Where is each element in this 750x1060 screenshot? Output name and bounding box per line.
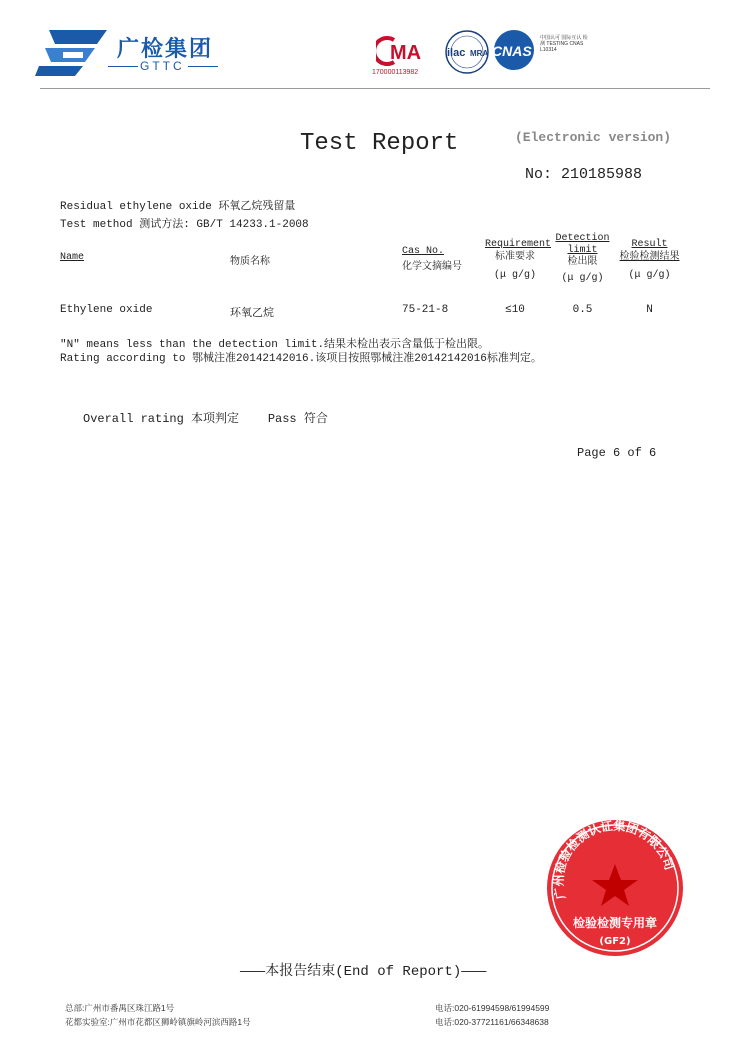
header-req-en: Requirement <box>485 239 552 250</box>
footer-hq: 总部:广州市番禺区珠江路1号 <box>65 1003 175 1013</box>
header-cas <box>402 246 462 273</box>
footer-tel-2: 电话:020-37721161/66348638 <box>435 1017 549 1027</box>
header-det-en2: limit <box>567 245 598 256</box>
footer-tel-1: 电话:020-61994598/61994599 <box>435 1003 550 1013</box>
ilac-mra-logo <box>443 29 491 80</box>
header-cas-en: Cas No. <box>402 246 445 257</box>
company-logo <box>35 28 107 76</box>
row-detection-limit: 0.5 <box>572 304 593 316</box>
header-det-unit: (μ g/g) <box>561 273 604 284</box>
report-number: No: 210185988 <box>525 166 643 183</box>
header-res-en: Result <box>631 239 668 250</box>
header-name: Name <box>60 252 85 263</box>
svg-text:MRA: MRA <box>470 49 489 58</box>
header-res-unit: (μ g/g) <box>628 270 671 281</box>
logo-divider-left <box>108 66 138 67</box>
row-requirement: ≤10 <box>505 304 525 316</box>
header-det-en1: Detection <box>555 233 610 244</box>
footer-lab: 花都实验室:广州市花都区狮岭镇旗岭河滨西路1号 <box>65 1017 251 1027</box>
cma-number: 170000113982 <box>372 69 419 76</box>
cnas-accreditation-text: 中国认可 国际互认 检测 TESTING CNAS L10314 <box>540 35 588 53</box>
svg-text:MA: MA <box>390 42 422 64</box>
logo-divider-right <box>188 66 218 67</box>
svg-text:广州检验检测认证集团有限公司: 广州检验检测认证集团有限公司 <box>551 820 677 901</box>
row-name: Ethylene oxide <box>60 304 153 316</box>
header-divider <box>40 88 710 89</box>
brand-cn: 广检集团 <box>117 36 214 61</box>
electronic-version-label: (Electronic version) <box>515 130 672 145</box>
cma-logo <box>376 36 428 71</box>
row-result: N <box>646 304 653 316</box>
row-cas: 75-21-8 <box>402 304 449 316</box>
header-req-cn: 标准要求 <box>495 252 535 263</box>
header-det-cn: 检出限 <box>567 257 598 268</box>
brand-en: GTTC <box>140 59 185 73</box>
company-seal <box>543 820 687 963</box>
report-title: Test Report <box>300 130 459 157</box>
note-line-1: "N" means less than the detection limit.结果未检出表示含量低于检出限。 <box>60 339 490 351</box>
end-of-report: ———本报告结束(End of Report)——— <box>240 964 487 980</box>
page-number: Page 6 of 6 <box>577 446 657 460</box>
svg-text:CNAS: CNAS <box>492 43 532 59</box>
header-cas-cn: 化学文摘编号 <box>402 262 462 273</box>
header-res-cn: 检验检测结果 <box>619 252 680 263</box>
header-detection <box>555 233 610 285</box>
test-method: Test method 测试方法: GB/T 14233.1-2008 <box>60 219 309 231</box>
header-result <box>617 238 682 282</box>
overall-rating: Overall rating 本项判定 Pass 符合 <box>83 412 328 426</box>
test-subject: Residual ethylene oxide 环氧乙烷残留量 <box>60 201 296 213</box>
header-name-cn: 物质名称 <box>230 257 270 268</box>
note-line-2: Rating according to 鄂械注准20142142016.该项目按照鄂械注准20142142016标准判定。 <box>60 353 542 365</box>
svg-text:ilac: ilac <box>447 47 466 59</box>
svg-text:检验检测专用章: 检验检测专用章 <box>572 916 658 930</box>
svg-text:(GF2): (GF2) <box>599 936 631 947</box>
header-requirement <box>485 238 552 282</box>
row-name-cn: 环氧乙烷 <box>230 308 274 320</box>
header-req-unit: (μ g/g) <box>493 270 536 281</box>
cnas-logo <box>490 28 540 77</box>
